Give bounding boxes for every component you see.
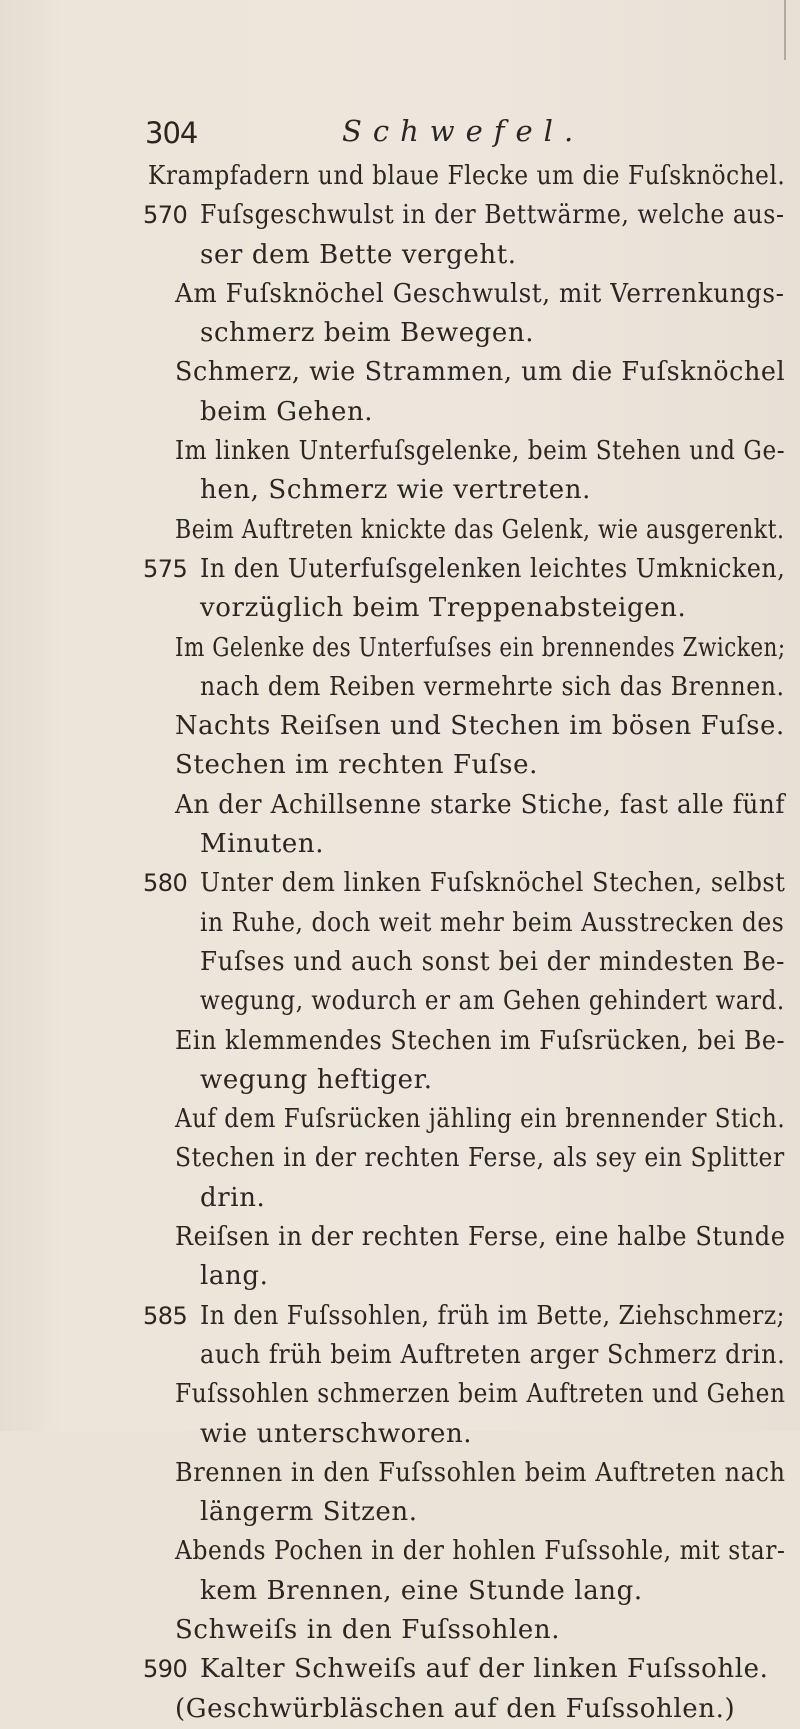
text-line xyxy=(0,707,800,746)
text-line xyxy=(0,1690,800,1729)
line-text: Unter dem linken Fuſsknöchel Stechen, selbst xyxy=(200,868,786,899)
text-line xyxy=(0,196,800,235)
line-text: Ein klemmendes Stechen im Fuſsrücken, bei Be- xyxy=(175,1025,786,1056)
symptom-number: 585 xyxy=(143,1301,188,1330)
page-edge-line xyxy=(784,0,786,60)
line-text: Beim Auftreten knickte das Gelenk, wie ausgerenkt. xyxy=(175,514,785,545)
text-line xyxy=(0,236,800,275)
symptom-number: 590 xyxy=(143,1655,188,1684)
line-text: ser dem Bette vergeht. xyxy=(200,239,517,270)
line-text: In den Uuterfuſsgelenken leichtes Umknicken, xyxy=(200,553,786,584)
line-text: schmerz beim Bewegen. xyxy=(200,318,535,349)
text-line xyxy=(0,668,800,707)
text-line xyxy=(0,550,800,589)
symptom-number: 570 xyxy=(143,201,188,230)
text-line xyxy=(0,353,800,392)
text-line xyxy=(0,1061,800,1100)
line-text: In den Fuſssohlen, früh im Bette, Ziehschmerz; xyxy=(200,1300,786,1331)
page-header xyxy=(0,112,800,152)
text-line xyxy=(0,1650,800,1689)
line-text: drin. xyxy=(200,1182,266,1213)
line-text: Nachts Reiſsen und Stechen im bösen Fuſse. xyxy=(175,711,785,742)
text-line xyxy=(0,1336,800,1375)
line-text: kem Brennen, eine Stunde lang. xyxy=(200,1575,643,1606)
line-text: Abends Pochen in der hohlen Fuſssohle, mit star- xyxy=(175,1536,786,1567)
text-line xyxy=(0,432,800,471)
page-number: 304 xyxy=(145,116,198,150)
line-text: Kalter Schweiſs auf der linken Fuſssohle. xyxy=(200,1654,769,1685)
line-text: in Ruhe, doch weit mehr beim Ausstrecken des xyxy=(200,907,785,938)
line-text: Fuſsgeschwulst in der Bettwärme, welche aus- xyxy=(200,200,785,231)
line-text: Schweiſs in den Fuſssohlen. xyxy=(175,1614,561,1645)
text-line xyxy=(0,393,800,432)
line-text: nach dem Reiben vermehrte sich das Brennen. xyxy=(200,671,785,702)
text-line xyxy=(0,746,800,785)
text-line xyxy=(0,1572,800,1611)
text-line xyxy=(0,1179,800,1218)
line-text: Stechen im rechten Fuſse. xyxy=(175,750,538,781)
text-line xyxy=(0,1139,800,1178)
text-line xyxy=(0,629,800,668)
text-line xyxy=(0,1493,800,1532)
line-text: Schmerz, wie Strammen, um die Fuſsknöchel xyxy=(175,357,786,388)
line-text: Am Fuſsknöchel Geschwulst, mit Verrenkungs- xyxy=(175,278,785,309)
text-line xyxy=(0,864,800,903)
text-line xyxy=(0,1532,800,1571)
text-line xyxy=(0,1218,800,1257)
text-line xyxy=(0,1375,800,1414)
text-line xyxy=(0,1257,800,1296)
line-text: vorzüglich beim Treppenabsteigen. xyxy=(200,593,687,624)
line-text: Reiſsen in der rechten Ferse, eine halbe Stunde xyxy=(175,1222,786,1253)
text-line xyxy=(0,1454,800,1493)
line-text: An der Achillsenne starke Stiche, fast alle fünf xyxy=(175,789,786,820)
text-line xyxy=(0,1611,800,1650)
line-text: wie unterschworen. xyxy=(200,1418,473,1449)
line-text: Brennen in den Fuſssohlen beim Auftreten nach xyxy=(175,1457,786,1488)
line-text: wegung heftiger. xyxy=(200,1064,433,1095)
line-text: beim Gehen. xyxy=(200,396,374,427)
line-text: wegung, wodurch er am Gehen gehindert ward. xyxy=(200,986,785,1017)
line-text: Im Gelenke des Unterfuſses ein brennendes Zwicken; xyxy=(175,632,786,663)
line-text: (Geschwürbläschen auf den Fuſssohlen.) xyxy=(175,1693,736,1724)
text-line xyxy=(0,589,800,628)
text-line xyxy=(0,1022,800,1061)
line-text: Fuſses und auch sonst bei der mindesten Be- xyxy=(200,946,786,977)
text-line xyxy=(0,943,800,982)
running-head: Schwefel. xyxy=(342,114,585,148)
text-line xyxy=(0,825,800,864)
text-line xyxy=(0,982,800,1021)
line-text: Fuſssohlen schmerzen beim Auftreten und Gehen xyxy=(175,1379,786,1410)
text-line xyxy=(0,1297,800,1336)
line-text: Im linken Unterfuſsgelenke, beim Stehen und Ge- xyxy=(175,436,786,467)
line-text: Minuten. xyxy=(200,829,325,860)
text-line xyxy=(0,786,800,825)
text-line xyxy=(0,1415,800,1454)
symptom-number: 580 xyxy=(143,869,188,898)
text-line xyxy=(0,1100,800,1139)
line-text: auch früh beim Auftreten arger Schmerz drin. xyxy=(200,1339,786,1370)
text-line xyxy=(0,157,800,196)
text-line xyxy=(0,471,800,510)
text-line xyxy=(0,511,800,550)
line-text: Krampfadern und blaue Flecke um die Fuſsknöchel. xyxy=(148,161,786,191)
text-line xyxy=(0,904,800,943)
line-text: hen, Schmerz wie vertreten. xyxy=(200,475,591,506)
symptom-number: 575 xyxy=(143,554,188,583)
text-line xyxy=(0,314,800,353)
line-text: Auf dem Fuſsrücken jähling ein brennender Stich. xyxy=(175,1104,786,1135)
line-text: lang. xyxy=(200,1261,269,1292)
symptom-list xyxy=(0,157,800,1729)
line-text: längerm Sitzen. xyxy=(200,1497,418,1528)
line-text: Stechen in der rechten Ferse, als sey ein Splitter xyxy=(175,1143,785,1174)
text-line xyxy=(0,275,800,314)
